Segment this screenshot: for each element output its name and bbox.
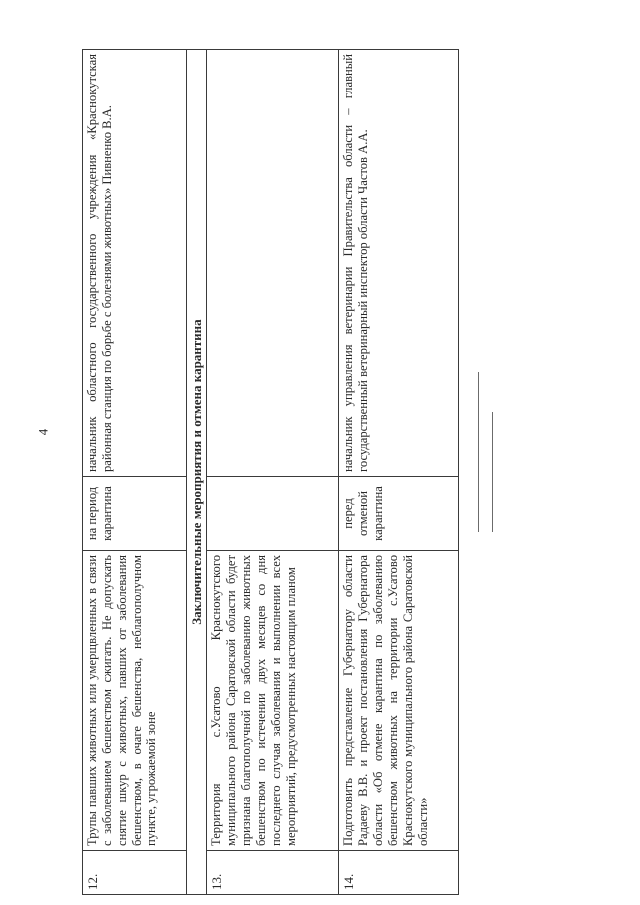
section-title: Заключительные мероприятия и отмена карантина — [187, 50, 207, 895]
task-cell: Трупы павших животных или умерщвленных в связи с заболеванием бешенством сжигать. Не допускать снятие шкур с животных, павших от заболевания бешенством, в очаге бешенства, неблагополучном пункте, угрожаемой зоне — [83, 551, 187, 851]
task-cell: Подготовить представление Губернатору области Радаеву В.В. и проект постановления Губернатора области «Об отмене карантина по заболеванию бешенством животных на территории с.Усатово Краснокутского муниципального района Саратовской области» — [339, 551, 459, 851]
section-row — [187, 50, 207, 895]
deadline-cell: на период карантина — [83, 477, 187, 551]
plan-table — [82, 49, 459, 895]
deadline-cell: перед отменой карантина — [339, 477, 459, 551]
row-number: 13. — [207, 851, 339, 895]
task-cell: Территория с.Усатово Краснокутского муниципального района Саратовской области будет признана благополучной по заболеванию животных бешенством по истечении двух месяцев со дня последнего случая заболевания и выполнении всех мероприятий, предусмотренных настоящим планом — [207, 551, 339, 851]
responsible-cell: начальник областного государственного учреждения «Краснокутская районная станция по борьбе с болезнями животных» Пивненко В.А. — [83, 50, 187, 477]
responsible-cell: начальник управления ветеринарии Правительства области – главный государственный ветеринарный инспектор области Частов А.А. — [339, 50, 459, 477]
page-number: 4 — [35, 428, 51, 436]
table-row — [207, 50, 339, 895]
responsible-cell — [207, 50, 339, 477]
row-number: 12. — [83, 851, 187, 895]
row-number: 14. — [339, 851, 459, 895]
table-row — [339, 50, 459, 895]
deadline-cell — [207, 477, 339, 551]
table-row — [83, 50, 187, 895]
rotated-table-container — [82, 50, 582, 895]
